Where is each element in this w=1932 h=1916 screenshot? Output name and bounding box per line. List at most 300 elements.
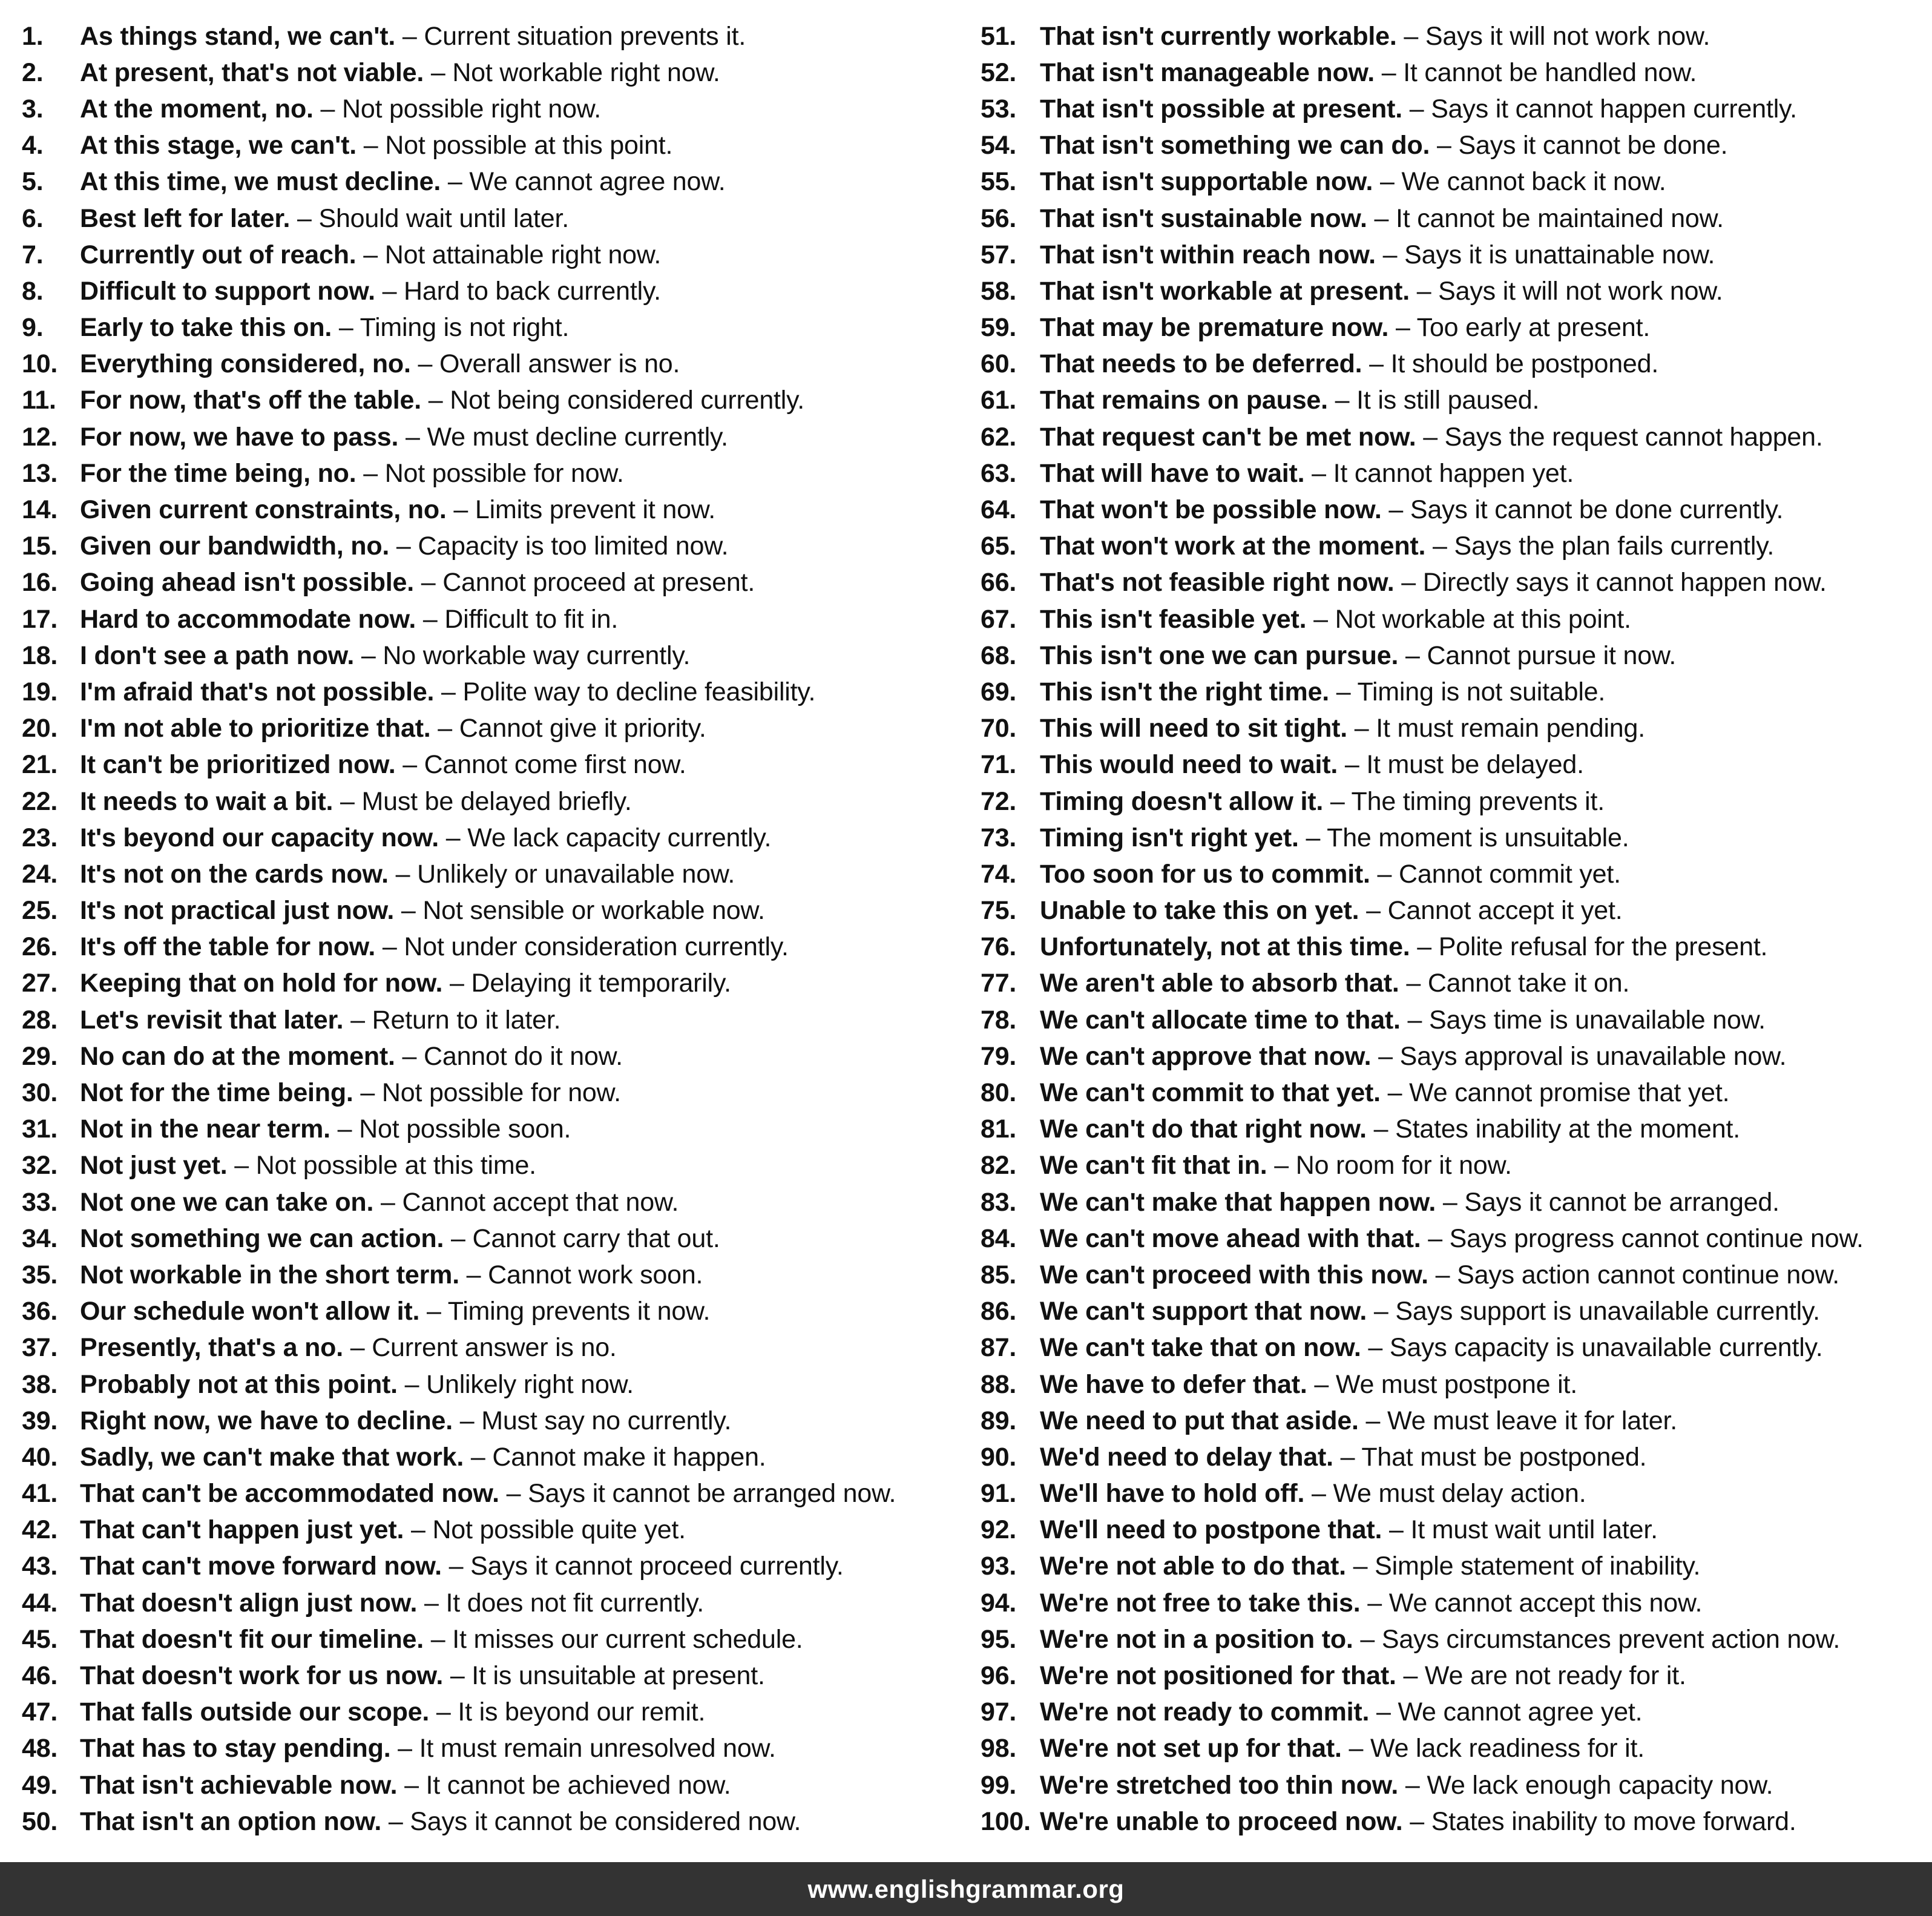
item-text — [1040, 94, 1797, 124]
item-separator: – — [1394, 568, 1423, 598]
item-phrase: We can't commit to that yet. — [1040, 1078, 1381, 1108]
item-separator: – — [1360, 1588, 1389, 1618]
item-meaning: States inability at the moment. — [1395, 1114, 1740, 1144]
item-phrase: That remains on pause. — [1040, 386, 1328, 415]
item-text — [80, 1006, 560, 1035]
item-phrase: That doesn't align just now. — [80, 1588, 418, 1618]
item-number: 73. — [981, 823, 1017, 852]
item-meaning: Cannot accept it yet. — [1387, 896, 1623, 926]
item-meaning: Timing prevents it now. — [447, 1297, 711, 1326]
item-number: 38. — [22, 1369, 58, 1399]
item-phrase: This isn't one we can pursue. — [1040, 640, 1399, 670]
item-number: 97. — [981, 1697, 1017, 1727]
item-phrase: We aren't able to absorb that. — [1040, 969, 1399, 998]
item-number: 45. — [22, 1624, 58, 1654]
list-item — [22, 1476, 966, 1512]
list-item — [981, 601, 1925, 637]
item-separator: – — [434, 677, 463, 706]
item-text — [1040, 240, 1715, 270]
list-item — [22, 783, 966, 820]
list-item — [22, 1184, 966, 1220]
item-phrase: Going ahead isn't possible. — [80, 568, 414, 598]
item-phrase: We can't make that happen now. — [1040, 1187, 1436, 1217]
item-separator: – — [1436, 1187, 1465, 1217]
item-phrase: We need to put that aside. — [1040, 1406, 1359, 1435]
item-number: 67. — [981, 604, 1017, 634]
item-text — [80, 532, 728, 561]
list-item — [981, 1294, 1925, 1330]
item-number: 69. — [981, 677, 1017, 706]
item-meaning: Says it is unattainable now. — [1404, 240, 1715, 269]
item-separator: – — [1323, 786, 1352, 816]
item-meaning: It misses our current schedule. — [452, 1624, 803, 1654]
item-number: 96. — [981, 1661, 1017, 1691]
item-separator: – — [417, 1588, 446, 1618]
item-meaning: Must be delayed briefly. — [361, 786, 632, 816]
item-phrase: Let's revisit that later. — [80, 1005, 344, 1035]
list-item — [22, 747, 966, 783]
item-meaning: Cannot make it happen. — [492, 1442, 766, 1472]
item-phrase: At the moment, no. — [80, 94, 314, 123]
item-number: 16. — [22, 568, 58, 598]
list-item — [981, 1403, 1925, 1439]
item-phrase: We're stretched too thin now. — [1040, 1770, 1399, 1800]
item-number: 63. — [981, 458, 1017, 488]
item-phrase: We're not in a position to. — [1040, 1624, 1353, 1654]
item-text — [1040, 386, 1539, 415]
item-text — [1040, 204, 1724, 234]
item-meaning: Polite way to decline feasibility. — [462, 677, 816, 706]
item-separator: – — [1380, 1078, 1410, 1108]
item-phrase: That isn't achievable now. — [80, 1770, 398, 1800]
item-phrase: That doesn't work for us now. — [80, 1661, 444, 1691]
item-phrase: This isn't feasible yet. — [1040, 604, 1307, 634]
item-phrase: I'm not able to prioritize that. — [80, 714, 431, 743]
item-phrase: We're not able to do that. — [1040, 1552, 1346, 1581]
list-item — [22, 893, 966, 929]
list-item — [981, 492, 1925, 528]
item-separator: – — [1306, 604, 1335, 634]
item-separator: – — [1361, 1333, 1390, 1363]
item-separator: – — [446, 495, 475, 525]
item-phrase: That won't work at the moment. — [1040, 532, 1426, 561]
item-number: 10. — [22, 349, 58, 379]
item-separator: – — [453, 1406, 482, 1435]
item-number: 48. — [22, 1734, 58, 1763]
list-item — [981, 310, 1925, 346]
item-text — [80, 1151, 536, 1180]
item-number: 2. — [22, 58, 44, 87]
item-separator: – — [388, 859, 418, 889]
item-number: 27. — [22, 969, 58, 998]
item-separator: – — [1298, 823, 1327, 852]
list-item — [981, 1621, 1925, 1658]
item-meaning: Cannot commit yet. — [1399, 859, 1621, 889]
item-separator: – — [356, 131, 386, 160]
item-meaning: Says it cannot be done. — [1458, 131, 1728, 160]
item-meaning: We must leave it for later. — [1387, 1406, 1677, 1435]
item-number: 42. — [22, 1515, 58, 1545]
item-phrase: We're unable to proceed now. — [1040, 1806, 1403, 1836]
item-number: 21. — [22, 750, 58, 780]
item-text — [1040, 1260, 1839, 1290]
item-phrase: We'd need to delay that. — [1040, 1442, 1333, 1472]
item-meaning: Says approval is unavailable now. — [1399, 1041, 1787, 1071]
item-phrase: That won't be possible now. — [1040, 495, 1382, 525]
item-meaning: It is beyond our remit. — [458, 1697, 706, 1727]
item-number: 57. — [981, 240, 1017, 269]
item-meaning: We cannot back it now. — [1401, 167, 1666, 197]
item-separator: – — [1398, 640, 1427, 670]
item-separator: – — [353, 1078, 382, 1108]
item-text — [80, 1370, 634, 1400]
item-separator: – — [395, 750, 424, 780]
item-text — [1040, 1588, 1702, 1618]
item-phrase: That doesn't fit our timeline. — [80, 1624, 424, 1654]
item-meaning: Says the plan fails currently. — [1454, 532, 1775, 561]
item-text — [1040, 167, 1666, 197]
item-meaning: We lack capacity currently. — [467, 823, 772, 852]
item-text — [1040, 313, 1650, 343]
item-number: 13. — [22, 458, 58, 488]
list-item — [22, 1731, 966, 1767]
list-item — [981, 856, 1925, 892]
list-item — [981, 528, 1925, 565]
item-meaning: Cannot do it now. — [424, 1041, 623, 1071]
item-number: 56. — [981, 203, 1017, 233]
item-number: 8. — [22, 276, 44, 306]
item-text — [80, 1697, 705, 1727]
item-separator: – — [1304, 1479, 1333, 1509]
item-meaning: Not possible right now. — [342, 94, 602, 123]
list-item — [22, 856, 966, 892]
item-meaning: No room for it now. — [1295, 1151, 1512, 1180]
phrase-list-left — [22, 18, 966, 1840]
item-text — [80, 750, 686, 780]
item-text — [80, 495, 715, 525]
item-phrase: Not workable in the short term. — [80, 1260, 459, 1289]
item-separator: – — [424, 58, 453, 87]
item-number: 81. — [981, 1114, 1017, 1144]
item-number: 64. — [981, 495, 1017, 525]
item-number: 50. — [22, 1806, 58, 1836]
item-meaning: We must decline currently. — [427, 422, 728, 452]
item-text — [1040, 1661, 1686, 1691]
list-item — [22, 455, 966, 492]
item-number: 3. — [22, 94, 44, 123]
item-phrase: Early to take this on. — [80, 313, 332, 343]
item-text — [80, 1479, 896, 1509]
list-item — [981, 1549, 1925, 1585]
item-meaning: Timing is not suitable. — [1357, 677, 1606, 706]
item-separator: – — [395, 1041, 424, 1071]
item-separator: – — [1402, 94, 1431, 123]
item-meaning: It cannot be handled now. — [1403, 58, 1697, 87]
list-item — [22, 1294, 966, 1330]
list-item — [981, 1366, 1925, 1403]
list-item — [22, 528, 966, 565]
item-phrase: Given current constraints, no. — [80, 495, 447, 525]
item-separator: – — [1381, 495, 1410, 525]
item-separator: – — [375, 276, 404, 306]
item-separator: – — [397, 1369, 427, 1399]
item-phrase: For now, we have to pass. — [80, 422, 399, 452]
item-phrase: Difficult to support now. — [80, 276, 375, 306]
item-separator: – — [1398, 1770, 1427, 1800]
list-item — [22, 91, 966, 127]
item-text — [1040, 277, 1723, 306]
item-separator: – — [430, 714, 459, 743]
item-number: 28. — [22, 1005, 58, 1035]
item-meaning: Capacity is too limited now. — [418, 532, 729, 561]
item-phrase: We can't proceed with this now. — [1040, 1260, 1428, 1289]
item-separator: – — [1396, 1661, 1425, 1691]
item-number: 76. — [981, 932, 1017, 962]
list-item — [22, 54, 966, 91]
item-separator: – — [1367, 203, 1396, 233]
item-number: 20. — [22, 714, 58, 743]
item-text — [1040, 860, 1621, 889]
item-phrase: It's off the table for now. — [80, 932, 376, 962]
item-separator: – — [343, 1333, 372, 1363]
list-item — [981, 1658, 1925, 1694]
item-phrase: That can't move forward now. — [80, 1552, 442, 1581]
item-number: 72. — [981, 786, 1017, 816]
item-phrase: At this stage, we can't. — [80, 131, 357, 160]
item-meaning: We must delay action. — [1333, 1479, 1586, 1509]
item-phrase: We have to defer that. — [1040, 1369, 1307, 1399]
item-separator: – — [1374, 58, 1404, 87]
item-text — [1040, 677, 1605, 707]
item-number: 77. — [981, 969, 1017, 998]
item-number: 26. — [22, 932, 58, 962]
list-item — [981, 820, 1925, 856]
item-phrase: Unfortunately, not at this time. — [1040, 932, 1410, 962]
list-item — [981, 164, 1925, 200]
item-number: 53. — [981, 94, 1017, 123]
item-text — [1040, 58, 1697, 88]
item-separator: – — [1333, 1442, 1362, 1472]
item-number: 51. — [981, 21, 1017, 51]
item-separator: – — [1267, 1151, 1296, 1180]
item-phrase: It needs to wait a bit. — [80, 786, 334, 816]
item-number: 14. — [22, 495, 58, 525]
item-number: 100. — [981, 1806, 1031, 1836]
list-item — [981, 346, 1925, 383]
item-phrase: Sadly, we can't make that work. — [80, 1442, 464, 1472]
item-text — [80, 677, 815, 707]
item-phrase: That has to stay pending. — [80, 1734, 391, 1763]
item-phrase: Not in the near term. — [80, 1114, 330, 1144]
item-text — [80, 823, 771, 853]
list-item — [981, 711, 1925, 747]
item-text — [1040, 1625, 1840, 1654]
item-phrase: Unable to take this on yet. — [1040, 896, 1359, 926]
item-phrase: That will have to wait. — [1040, 458, 1305, 488]
item-text — [80, 1114, 571, 1144]
item-meaning: Unlikely or unavailable now. — [417, 859, 735, 889]
item-meaning: Says it will not work now. — [1438, 276, 1723, 306]
item-number: 55. — [981, 167, 1017, 197]
item-separator: – — [356, 240, 385, 269]
list-item — [981, 273, 1925, 309]
item-separator: – — [404, 1515, 433, 1545]
item-meaning: Not possible for now. — [381, 1078, 621, 1108]
item-number: 54. — [981, 131, 1017, 160]
item-separator: – — [413, 568, 443, 598]
item-separator: – — [381, 1806, 410, 1836]
item-number: 60. — [981, 349, 1017, 379]
list-item — [22, 1002, 966, 1038]
item-number: 75. — [981, 896, 1017, 926]
item-phrase: Timing isn't right yet. — [1040, 823, 1299, 852]
item-meaning: It is still paused. — [1356, 386, 1540, 415]
item-text — [1040, 1807, 1796, 1837]
item-meaning: Simple statement of inability. — [1375, 1552, 1701, 1581]
item-meaning: Cannot come first now. — [424, 750, 686, 780]
list-item — [22, 1330, 966, 1366]
item-separator: – — [1375, 240, 1405, 269]
item-phrase: We're not ready to commit. — [1040, 1697, 1370, 1727]
item-meaning: It must wait until later. — [1410, 1515, 1658, 1545]
item-meaning: It must remain pending. — [1376, 714, 1645, 743]
list-item — [22, 1803, 966, 1840]
item-separator: – — [499, 1479, 528, 1509]
item-meaning: Says circumstances prevent action now. — [1381, 1624, 1841, 1654]
item-phrase: That falls outside our scope. — [80, 1697, 430, 1727]
item-separator: – — [1421, 1223, 1450, 1253]
list-item — [22, 601, 966, 637]
item-meaning: Not sensible or workable now. — [422, 896, 765, 926]
item-phrase: That isn't manageable now. — [1040, 58, 1375, 87]
item-text — [1040, 1151, 1512, 1180]
item-phrase: At this time, we must decline. — [80, 167, 441, 197]
phrase-list-right — [981, 18, 1925, 1840]
item-text — [1040, 1114, 1740, 1144]
item-text — [1040, 641, 1676, 671]
item-number: 47. — [22, 1697, 58, 1727]
item-separator: – — [332, 313, 360, 343]
item-separator: – — [1358, 1406, 1387, 1435]
item-phrase: It's not practical just now. — [80, 896, 395, 926]
item-number: 22. — [22, 786, 58, 816]
item-meaning: It cannot happen yet. — [1333, 458, 1574, 488]
list-item — [981, 91, 1925, 127]
item-meaning: Says it will not work now. — [1425, 21, 1710, 51]
item-text — [1040, 787, 1605, 817]
item-text — [80, 1588, 704, 1618]
item-number: 78. — [981, 1005, 1017, 1035]
item-phrase: Hard to accommodate now. — [80, 604, 416, 634]
item-number: 91. — [981, 1479, 1017, 1509]
item-phrase: That's not feasible right now. — [1040, 568, 1395, 598]
list-item — [981, 1731, 1925, 1767]
item-phrase: It's beyond our capacity now. — [80, 823, 439, 852]
item-separator: – — [1338, 750, 1367, 780]
item-separator: – — [1430, 131, 1459, 160]
list-item — [981, 1111, 1925, 1148]
item-text — [80, 969, 731, 998]
item-text — [1040, 1333, 1822, 1363]
list-item — [22, 1621, 966, 1658]
item-separator: – — [1402, 1806, 1431, 1836]
item-separator: – — [290, 203, 319, 233]
list-item — [22, 18, 966, 54]
list-item — [22, 674, 966, 710]
item-phrase: It can't be prioritized now. — [80, 750, 396, 780]
item-meaning: We cannot promise that yet. — [1409, 1078, 1730, 1108]
list-item — [22, 1403, 966, 1439]
item-number: 70. — [981, 714, 1017, 743]
item-meaning: Says the request cannot happen. — [1444, 422, 1823, 452]
item-text — [1040, 1771, 1773, 1800]
item-phrase: Not one we can take on. — [80, 1187, 374, 1217]
item-separator: – — [333, 786, 362, 816]
item-number: 80. — [981, 1078, 1017, 1108]
item-separator: – — [354, 640, 383, 670]
item-phrase: That isn't supportable now. — [1040, 167, 1373, 197]
item-meaning: Hard to back currently. — [404, 276, 661, 306]
item-text — [1040, 1552, 1700, 1581]
item-meaning: Not workable right now. — [452, 58, 720, 87]
item-separator: – — [389, 532, 418, 561]
item-number: 12. — [22, 422, 58, 452]
item-meaning: That must be postponed. — [1361, 1442, 1647, 1472]
item-number: 46. — [22, 1661, 58, 1691]
item-text — [1040, 605, 1631, 634]
list-item — [22, 1585, 966, 1621]
item-text — [1040, 1515, 1658, 1545]
item-separator: – — [1388, 313, 1417, 343]
item-meaning: Not possible quite yet. — [432, 1515, 686, 1545]
item-meaning: Not attainable right now. — [384, 240, 662, 269]
item-meaning: Cannot take it on. — [1427, 969, 1630, 998]
item-number: 19. — [22, 677, 58, 706]
item-text — [1040, 1078, 1729, 1108]
item-phrase: Too soon for us to commit. — [1040, 859, 1370, 889]
item-separator: – — [419, 1297, 448, 1326]
item-number: 33. — [22, 1187, 58, 1217]
item-separator: – — [1362, 349, 1391, 379]
item-separator: – — [1353, 1624, 1382, 1654]
item-text — [80, 568, 755, 598]
item-number: 98. — [981, 1734, 1017, 1763]
item-number: 30. — [22, 1078, 58, 1108]
list-item — [981, 419, 1925, 455]
item-meaning: Polite refusal for the present. — [1438, 932, 1768, 962]
item-number: 7. — [22, 240, 44, 269]
item-separator: – — [1371, 1041, 1400, 1071]
item-number: 79. — [981, 1041, 1017, 1071]
list-item — [22, 273, 966, 309]
item-separator: – — [421, 386, 450, 415]
item-separator: – — [1396, 21, 1425, 51]
item-text — [80, 1078, 621, 1108]
item-meaning: It cannot be achieved now. — [426, 1770, 731, 1800]
list-item — [22, 1148, 966, 1184]
item-separator: – — [343, 1005, 372, 1035]
item-phrase: At present, that's not viable. — [80, 58, 424, 87]
item-number: 61. — [981, 386, 1017, 415]
item-separator: – — [464, 1442, 493, 1472]
item-phrase: We're not free to take this. — [1040, 1588, 1361, 1618]
list-item — [22, 200, 966, 237]
item-number: 32. — [22, 1151, 58, 1180]
item-text — [1040, 423, 1823, 452]
list-item — [981, 1330, 1925, 1366]
item-meaning: It must be delayed. — [1366, 750, 1584, 780]
item-meaning: Not possible for now. — [384, 458, 624, 488]
